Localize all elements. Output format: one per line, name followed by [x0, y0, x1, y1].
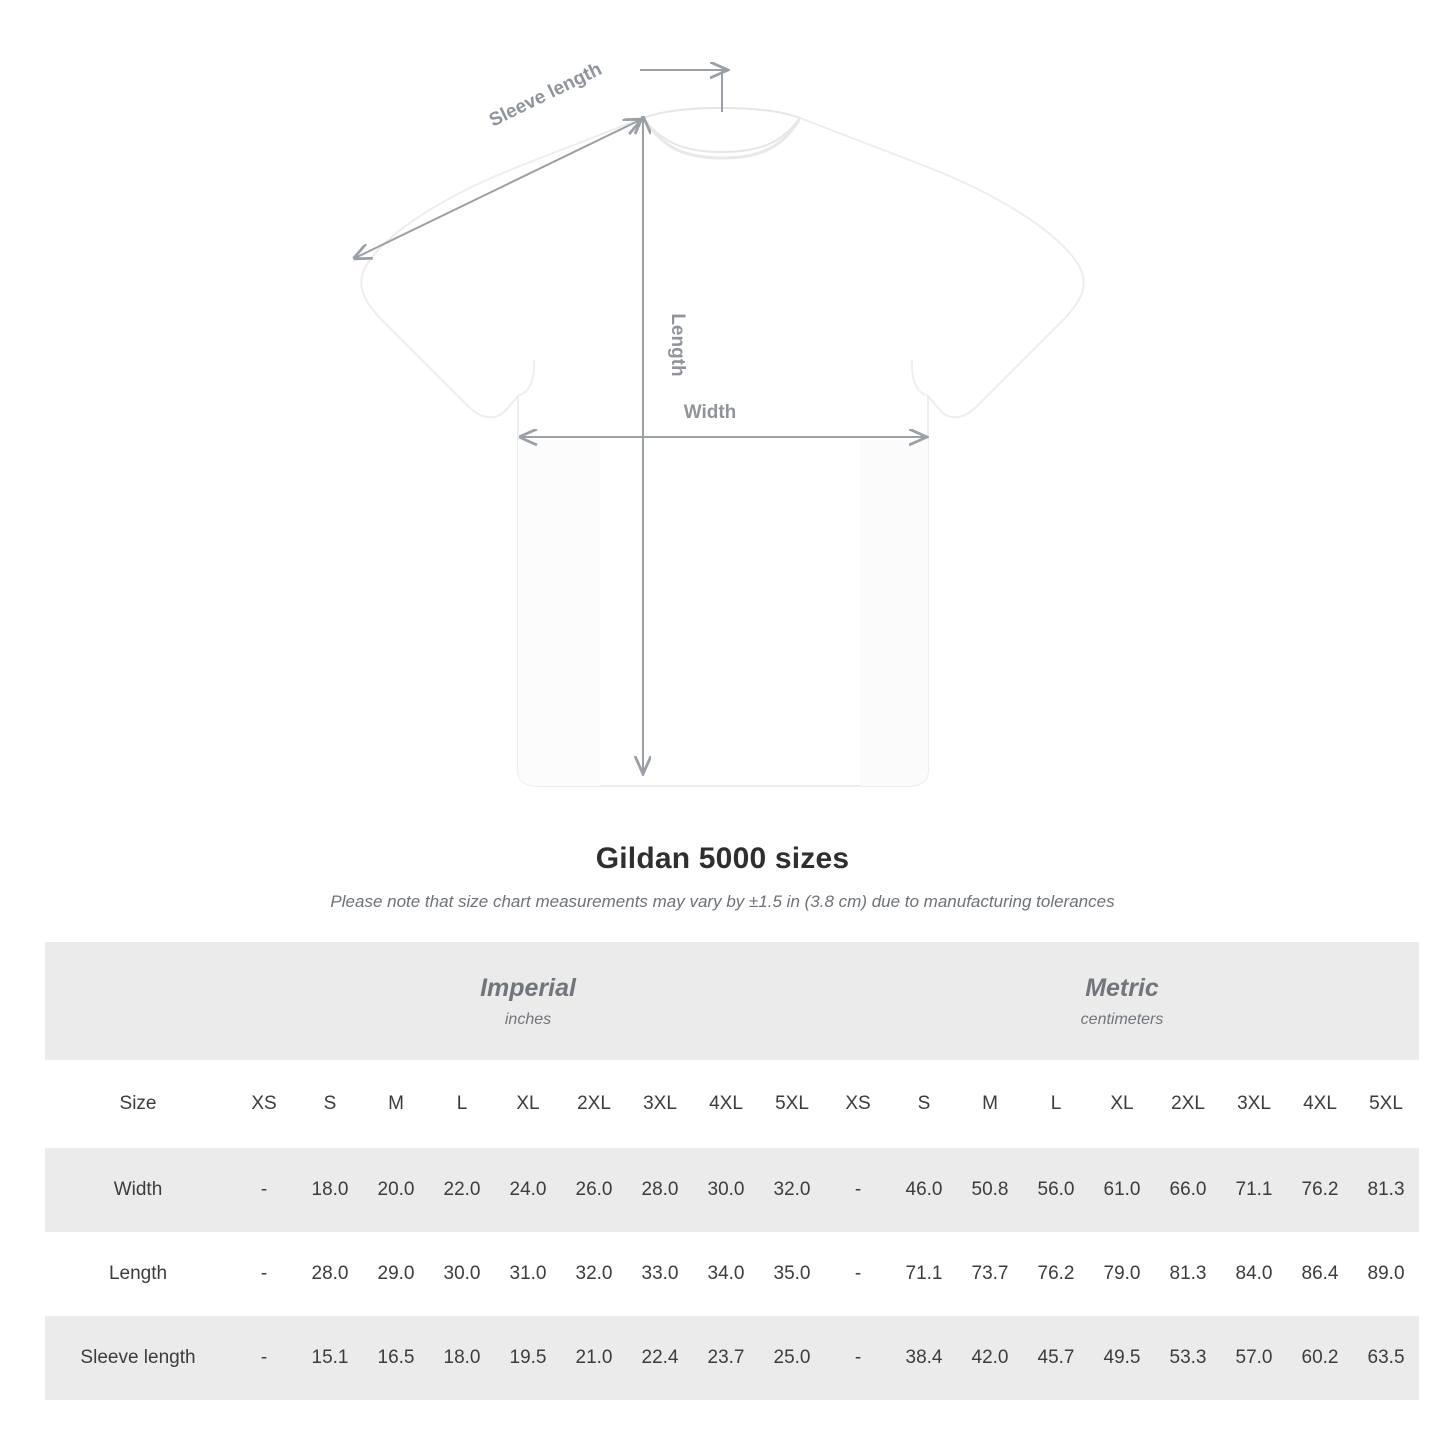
- cell-length-metric-xl: 79.0: [1089, 1232, 1155, 1316]
- cell-length-imperial-s: 28.0: [297, 1232, 363, 1316]
- length-label: Length: [667, 313, 688, 377]
- size-header-metric-l: L: [1023, 1060, 1089, 1148]
- size-header-imperial-5xl: 5XL: [759, 1060, 825, 1148]
- cell-width-metric-xs: -: [825, 1148, 891, 1232]
- cell-width-imperial-2xl: 26.0: [561, 1148, 627, 1232]
- cell-length-imperial-5xl: 35.0: [759, 1232, 825, 1316]
- cell-sleeve-metric-4xl: 60.2: [1287, 1316, 1353, 1400]
- size-chart-table: [45, 942, 1419, 1400]
- cell-length-metric-m: 73.7: [957, 1232, 1023, 1316]
- size-header-metric-xs: XS: [825, 1060, 891, 1148]
- row-label-width: Width: [45, 1148, 231, 1232]
- cell-length-metric-5xl: 89.0: [1353, 1232, 1419, 1316]
- cell-sleeve-metric-m: 42.0: [957, 1316, 1023, 1400]
- cell-sleeve-metric-s: 38.4: [891, 1316, 957, 1400]
- unit-header-spacer: [45, 942, 231, 1060]
- size-header-imperial-m: M: [363, 1060, 429, 1148]
- size-column-label: Size: [45, 1060, 231, 1148]
- cell-width-imperial-xs: -: [231, 1148, 297, 1232]
- cell-length-imperial-4xl: 34.0: [693, 1232, 759, 1316]
- cell-width-metric-m: 50.8: [957, 1148, 1023, 1232]
- cell-length-metric-s: 71.1: [891, 1232, 957, 1316]
- size-header-metric-s: S: [891, 1060, 957, 1148]
- table-row: [45, 1316, 1419, 1400]
- cell-length-metric-3xl: 84.0: [1221, 1232, 1287, 1316]
- cell-width-metric-l: 56.0: [1023, 1148, 1089, 1232]
- chart-title: Gildan 5000 sizes: [595, 842, 850, 875]
- cell-width-metric-xl: 61.0: [1089, 1148, 1155, 1232]
- cell-width-metric-4xl: 76.2: [1287, 1148, 1353, 1232]
- size-header-imperial-xs: XS: [231, 1060, 297, 1148]
- cell-width-metric-s: 46.0: [891, 1148, 957, 1232]
- size-header-metric-m: M: [957, 1060, 1023, 1148]
- cell-length-metric-4xl: 86.4: [1287, 1232, 1353, 1316]
- cell-length-metric-xs: -: [825, 1232, 891, 1316]
- cell-sleeve-imperial-xs: -: [231, 1316, 297, 1400]
- cell-width-imperial-4xl: 30.0: [693, 1148, 759, 1232]
- cell-length-metric-2xl: 81.3: [1155, 1232, 1221, 1316]
- size-header-metric-3xl: 3XL: [1221, 1060, 1287, 1148]
- cell-sleeve-imperial-5xl: 25.0: [759, 1316, 825, 1400]
- size-header-imperial-3xl: 3XL: [627, 1060, 693, 1148]
- cell-length-imperial-2xl: 32.0: [561, 1232, 627, 1316]
- cell-length-imperial-3xl: 33.0: [627, 1232, 693, 1316]
- cell-sleeve-metric-3xl: 57.0: [1221, 1316, 1287, 1400]
- row-label-sleeve-length: Sleeve length: [45, 1316, 231, 1400]
- cell-length-imperial-l: 30.0: [429, 1232, 495, 1316]
- size-header-metric-5xl: 5XL: [1353, 1060, 1419, 1148]
- chart-header: [0, 842, 1445, 912]
- size-header-imperial-4xl: 4XL: [693, 1060, 759, 1148]
- unit-header-row: [45, 942, 1419, 1060]
- table-row: [45, 1232, 1419, 1316]
- unit-group-metric-name: Metric: [1085, 974, 1159, 1003]
- size-header-imperial-s: S: [297, 1060, 363, 1148]
- cell-width-metric-3xl: 71.1: [1221, 1148, 1287, 1232]
- cell-sleeve-metric-xs: -: [825, 1316, 891, 1400]
- cell-width-imperial-xl: 24.0: [495, 1148, 561, 1232]
- cell-sleeve-imperial-m: 16.5: [363, 1316, 429, 1400]
- cell-sleeve-imperial-2xl: 21.0: [561, 1316, 627, 1400]
- size-header-imperial-2xl: 2XL: [561, 1060, 627, 1148]
- cell-width-imperial-l: 22.0: [429, 1148, 495, 1232]
- row-label-length: Length: [45, 1232, 231, 1316]
- unit-group-metric-sub: centimeters: [1080, 1010, 1164, 1028]
- size-header-imperial-xl: XL: [495, 1060, 561, 1148]
- cell-width-imperial-s: 18.0: [297, 1148, 363, 1232]
- unit-group-metric: [825, 942, 1419, 1060]
- cell-sleeve-imperial-4xl: 23.7: [693, 1316, 759, 1400]
- sleeve-length-label: Sleeve length: [485, 58, 606, 132]
- size-header-metric-4xl: 4XL: [1287, 1060, 1353, 1148]
- cell-width-metric-5xl: 81.3: [1353, 1148, 1419, 1232]
- chart-note: Please note that size chart measurements may vary by ±1.5 in (3.8 cm) due to manufacturing tolerances: [330, 892, 1115, 911]
- cell-sleeve-metric-5xl: 63.5: [1353, 1316, 1419, 1400]
- cell-sleeve-imperial-l: 18.0: [429, 1316, 495, 1400]
- cell-sleeve-metric-xl: 49.5: [1089, 1316, 1155, 1400]
- width-label: Width: [683, 402, 737, 423]
- cell-length-metric-l: 76.2: [1023, 1232, 1089, 1316]
- cell-sleeve-metric-l: 45.7: [1023, 1316, 1089, 1400]
- size-header-row: [45, 1060, 1419, 1148]
- cell-sleeve-metric-2xl: 53.3: [1155, 1316, 1221, 1400]
- size-chart-table-wrapper: [45, 942, 1405, 1400]
- size-header-metric-2xl: 2XL: [1155, 1060, 1221, 1148]
- cell-width-imperial-m: 20.0: [363, 1148, 429, 1232]
- cell-width-metric-2xl: 66.0: [1155, 1148, 1221, 1232]
- unit-group-imperial-sub: inches: [504, 1010, 552, 1028]
- tshirt-shape: [361, 108, 1083, 786]
- cell-length-imperial-m: 29.0: [363, 1232, 429, 1316]
- unit-group-imperial: [231, 942, 825, 1060]
- size-header-imperial-l: L: [429, 1060, 495, 1148]
- size-header-metric-xl: XL: [1089, 1060, 1155, 1148]
- cell-sleeve-imperial-3xl: 22.4: [627, 1316, 693, 1400]
- cell-sleeve-imperial-xl: 19.5: [495, 1316, 561, 1400]
- cell-sleeve-imperial-s: 15.1: [297, 1316, 363, 1400]
- unit-group-imperial-name: Imperial: [480, 974, 576, 1003]
- table-row: [45, 1148, 1419, 1232]
- cell-length-imperial-xs: -: [231, 1232, 297, 1316]
- cell-width-imperial-5xl: 32.0: [759, 1148, 825, 1232]
- cell-length-imperial-xl: 31.0: [495, 1232, 561, 1316]
- cell-width-imperial-3xl: 28.0: [627, 1148, 693, 1232]
